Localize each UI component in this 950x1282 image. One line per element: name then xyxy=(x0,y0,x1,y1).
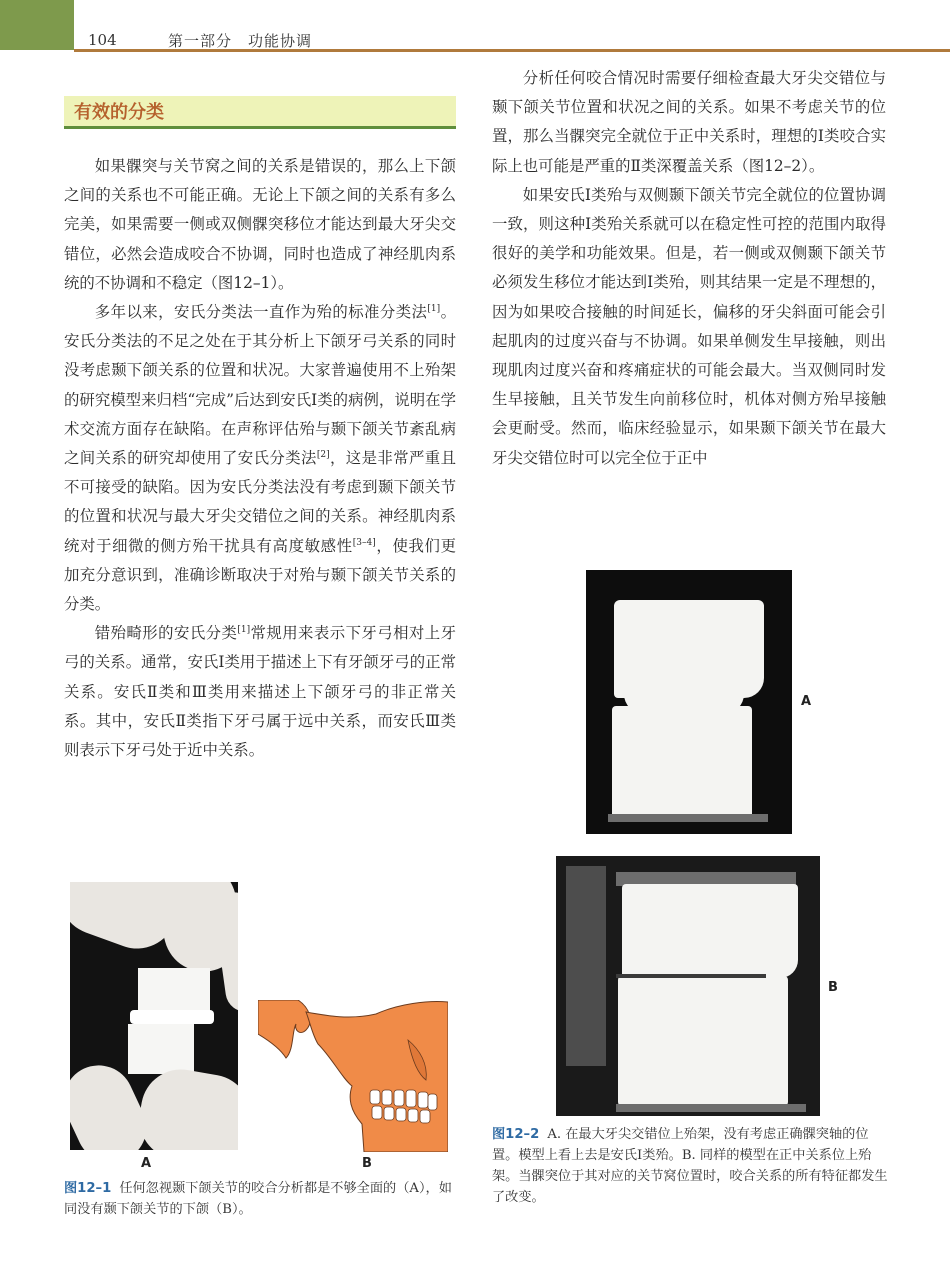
figure-12-1-label-b: B xyxy=(362,1156,372,1171)
paragraph-text: 。安氏分类法的不足之处在于其分析上下颌牙弓关系的同时没考虑颞下颌关系的位置和状况。大家普遍使用不上殆架的研究模型来归档“完成”后达到安氏Ⅰ类的病例，说明在学术交流方面存在缺陷。在声称评估殆与颞下颌关节紊乱病之间关系的研究却使用了安氏分类法 xyxy=(64,303,456,468)
figure-12-2-label-b: B xyxy=(828,980,838,995)
section-heading-box xyxy=(64,96,456,129)
citation: [2] xyxy=(316,450,330,461)
right-column xyxy=(492,64,886,473)
caption-id: 图12–1 xyxy=(64,1181,112,1196)
figure-12-2-photo-a xyxy=(586,570,792,834)
section-title: 有效的分类 xyxy=(74,102,164,123)
left-column xyxy=(64,152,456,765)
paragraph-text: 错殆畸形的安氏分类 xyxy=(94,624,238,643)
running-head: 第一部分 功能协调 xyxy=(168,32,313,50)
paragraph-text: ，使我们更加充分意识到，准确诊断取决于对殆与颞下颌关节关系的分类。 xyxy=(64,536,456,614)
paragraph-text: 如果髁突与关节窝之间的关系是错误的，那么上下颌之间的关系也不可能正确。无论上下颌之间的关系有多么完美，如果需要一侧或双侧髁突移位才能达到最大牙尖交错位，必然会造成咬合不协调，同时也造成了神经肌肉系统的不协调和不稳定（图12–1）。 xyxy=(64,157,456,292)
paragraph: 如果安氏Ⅰ类殆与双侧颞下颌关节完全就位的位置协调一致，则这种Ⅰ类殆关系就可以在稳定性可控的范围内取得很好的美学和功能效果。但是，若一侧或双侧颞下颌关节必须发生移位才能达到Ⅰ类殆，则其结果一定是不理想的，因为如果咬合接触的时间延长，偏移的牙尖斜面可能会引起肌肉的过度兴奋与不协调。如果单侧发生早接触，则出现肌肉过度兴奋和疼痛症状的可能会最大。当双侧同时发生早接触，且关节发生向前移位时，机体对侧方殆早接触会更耐受。然而，临床经验显示，如果颞下颌关节在最大牙尖交错位时可以完全位于正中 xyxy=(492,185,886,467)
paragraph-text: 多年以来，安氏分类法一直作为殆的标准分类法 xyxy=(94,303,428,322)
paragraph xyxy=(64,298,456,619)
caption-text: 任何忽视颞下颌关节的咬合分析都是不够全面的（A），如同没有颞下颌关节的下颌（B）。 xyxy=(64,1181,452,1217)
caption-id: 图12–2 xyxy=(492,1127,540,1142)
figure-12-1-caption xyxy=(64,1178,464,1220)
paragraph-text: ，这是非常严重且不可接受的缺陷。因为安氏分类法没有考虑到颞下颌关节的位置和状况与最大牙尖交错位之间的关系。神经肌肉系统对于细微的侧方殆干扰具有高度敏感性 xyxy=(64,449,456,555)
paragraph-text: 常规用来表示下牙弓相对上牙弓的关系。通常，安氏Ⅰ类用于描述上下有牙颌牙弓的正常关系。安氏Ⅱ类和Ⅲ类用来描述上下颌牙弓的非正常关系。其中，安氏Ⅱ类指下牙弓属于远中关系，而安氏Ⅲ类则表示下牙弓处于近中关系。 xyxy=(64,624,456,760)
citation: [3–4] xyxy=(352,537,376,548)
paragraph xyxy=(64,619,456,765)
paragraph: 分析任何咬合情况时需要仔细检查最大牙尖交错位与颞下颌关节位置和状况之间的关系。如果不考虑关节的位置，那么当髁突完全就位于正中关系时，理想的Ⅰ类咬合实际上也可能是严重的Ⅱ类深覆盖关系（图12–2）。 xyxy=(492,69,886,175)
header-color-block xyxy=(0,0,74,50)
figure-12-2-photo-b xyxy=(556,856,820,1116)
figure-12-2-label-a: A xyxy=(801,694,812,709)
figure-12-1-label-a: A xyxy=(141,1156,152,1171)
figure-12-2-caption xyxy=(492,1124,888,1208)
caption-text: A. 在最大牙尖交错位上殆架，没有考虑正确髁突轴的位置。模型上看上去是安氏Ⅰ类殆。B. 同样的模型在正中关系位上殆架。当髁突位于其对应的关节窝位置时，咬合关系的所有特征都发生了改变。 xyxy=(492,1127,888,1205)
figure-12-1-photo-a xyxy=(70,882,238,1150)
page-number: 104 xyxy=(88,31,117,49)
citation: [1] xyxy=(237,625,251,636)
figure-12-1-illustration-b xyxy=(258,1000,448,1152)
paragraph xyxy=(64,152,456,298)
citation: [1] xyxy=(427,304,441,315)
